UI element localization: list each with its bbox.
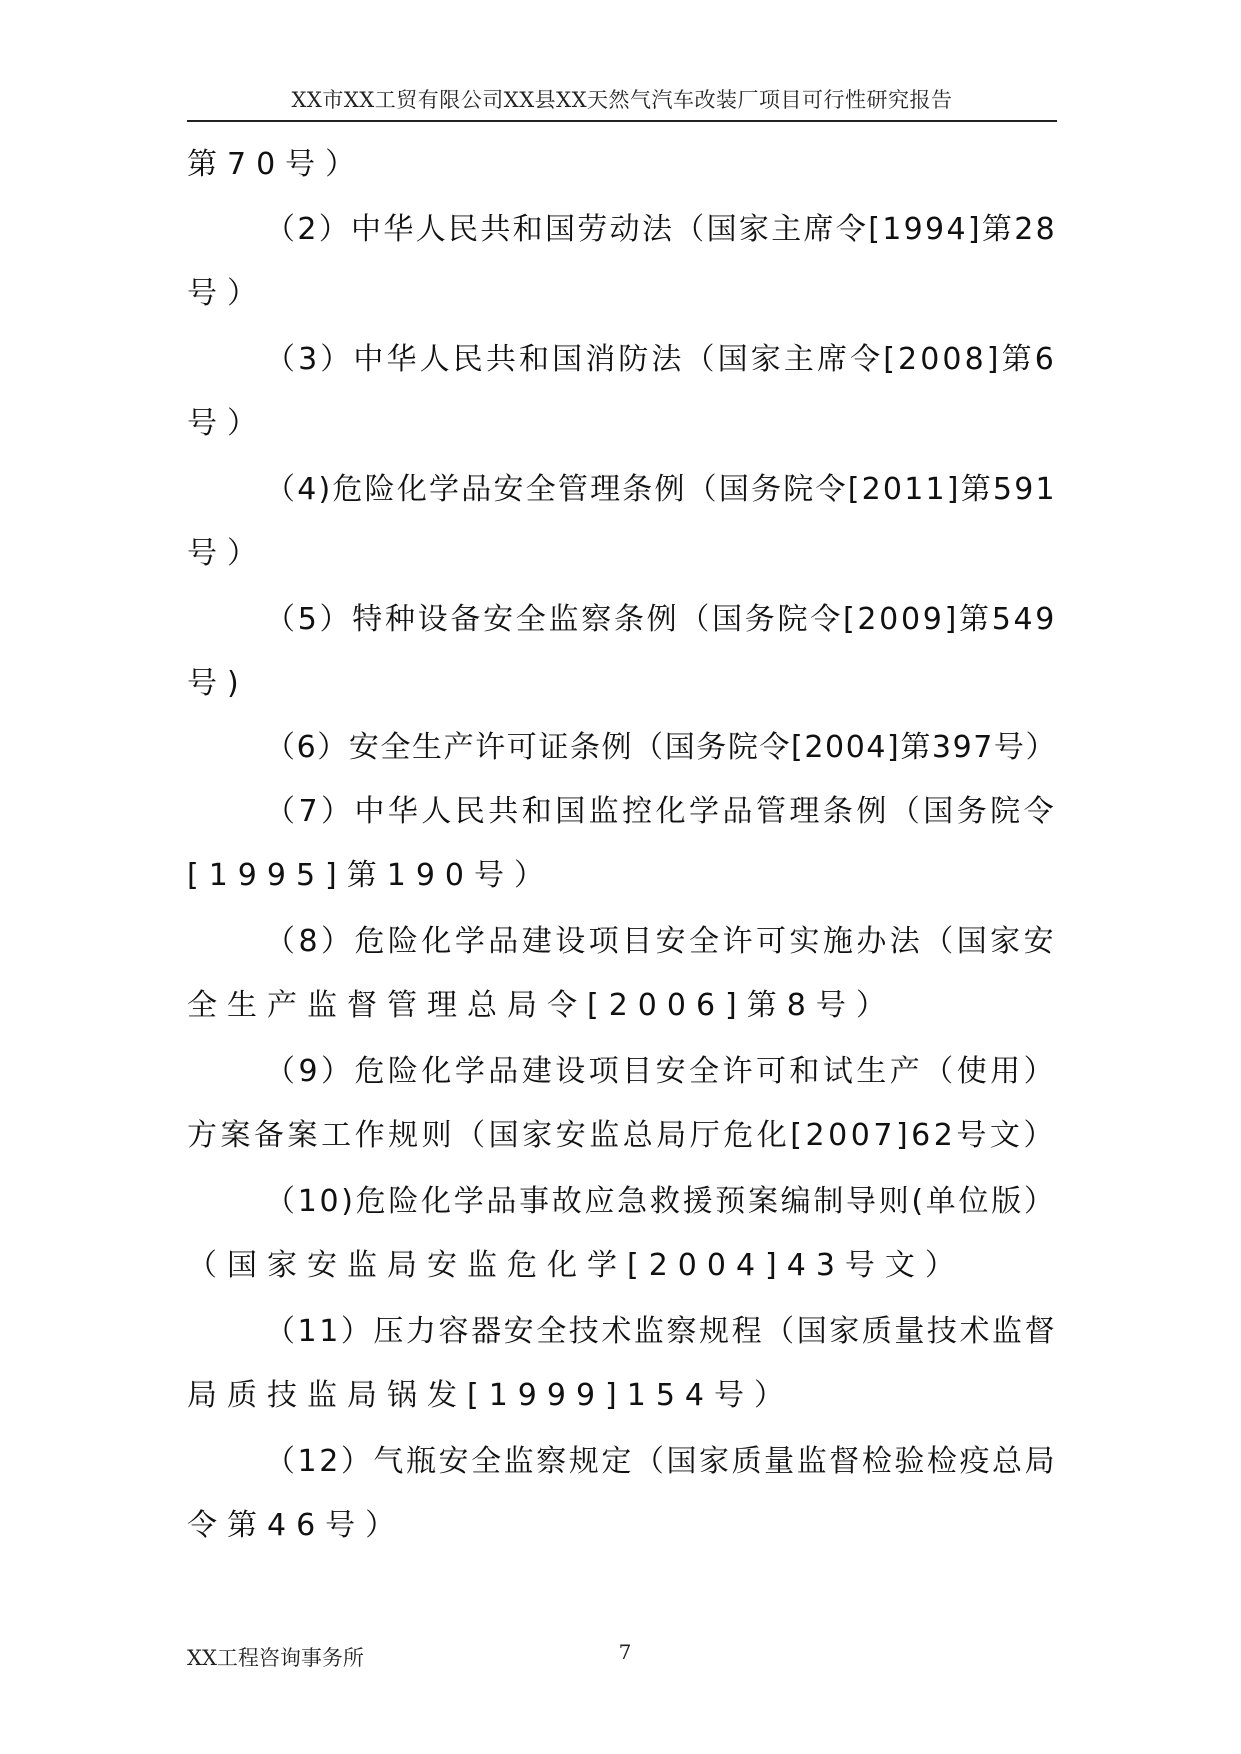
body-line: （4)危险化学品安全管理条例（国务院令[2011]第591 [265, 472, 1057, 507]
body-line: （5）特种设备安全监察条例（国务院令[2009]第549 [265, 602, 1058, 637]
body-line: （8）危险化学品建设项目安全许可实施办法（国家安 [265, 924, 1058, 959]
header-divider [187, 120, 1057, 122]
body-line: 方案备案工作规则（国家安监总局厅危化[2007]62号文） [187, 1118, 1057, 1153]
footer-company: XX工程咨询事务所 [187, 1646, 364, 1670]
page-number: 7 [618, 1640, 632, 1664]
body-line: （10)危险化学品事故应急救援预案编制导则(单位版） [265, 1184, 1057, 1219]
body-line: 令第46号） [187, 1508, 406, 1543]
body-line: （12）气瓶安全监察规定（国家质量监督检验检疫总局 [265, 1444, 1058, 1479]
body-line: 号） [187, 406, 267, 441]
body-line: 局质技监局锅发[1999]154号） [187, 1378, 795, 1413]
body-line: （2）中华人民共和国劳动法（国家主席令[1994]第28 [265, 212, 1058, 247]
body-line: [1995]第190号） [187, 858, 555, 893]
body-line: （9）危险化学品建设项目安全许可和试生产（使用） [265, 1054, 1058, 1089]
body-line: 全生产监督管理总局令[2006]第8号） [187, 988, 896, 1023]
page-header-title: XX市XX工贸有限公司XX县XX天然气汽车改装厂项目可行性研究报告 [291, 88, 953, 112]
body-line: （7）中华人民共和国监控化学品管理条例（国务院令 [265, 794, 1058, 829]
body-line: （国家安监局安监危化学[2004]43号文） [187, 1248, 965, 1283]
body-line: 第70号） [187, 147, 366, 182]
body-line: 号） [187, 536, 267, 571]
body-line: （3）中华人民共和国消防法（国家主席令[2008]第6 [265, 342, 1057, 377]
body-line: （6）安全生产许可证条例（国务院令[2004]第397号） [265, 730, 1058, 765]
body-line: 号) [187, 666, 249, 701]
body-line: 号） [187, 276, 267, 311]
body-line: （11）压力容器安全技术监察规程（国家质量技术监督 [265, 1314, 1058, 1349]
